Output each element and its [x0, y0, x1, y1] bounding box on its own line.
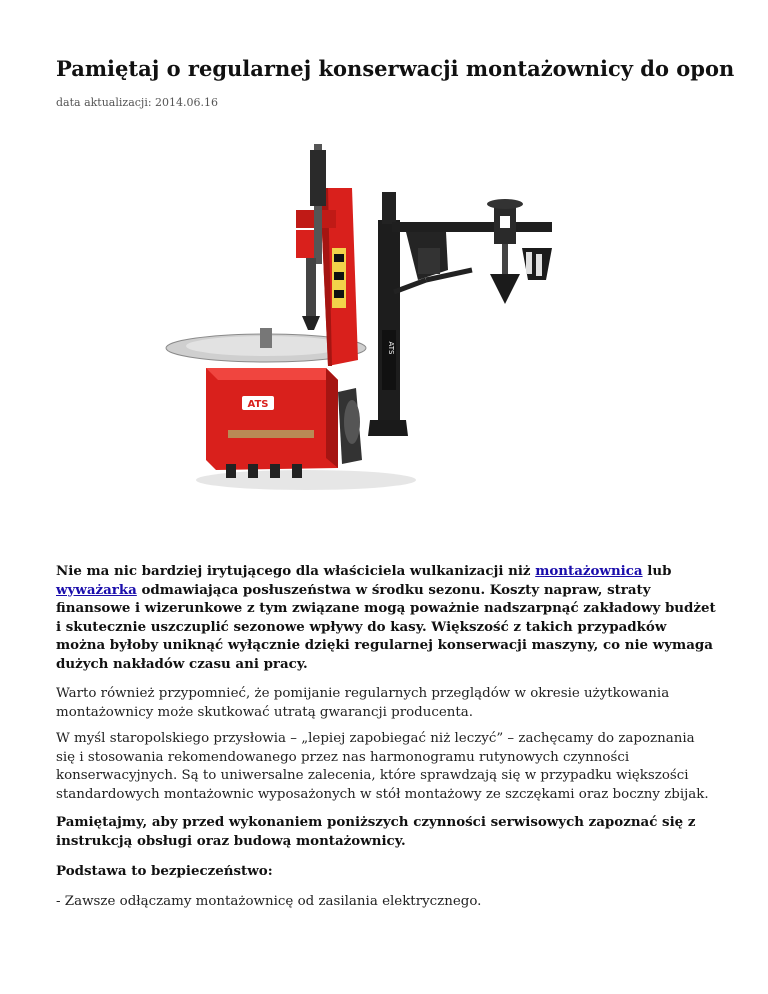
- link-wywazarka[interactable]: wyważarka: [56, 581, 137, 598]
- lead-text-between: lub: [642, 563, 672, 579]
- lead-text-start: Nie ma nic bardziej irytującego dla właściciela wulkanizacji niż: [56, 563, 536, 579]
- paragraph-warranty: Warto również przypomnieć, że pomijanie regularnych przeglądów w okresie użytkowania montażownicy może skutkować utratą gwarancji producenta.: [56, 686, 670, 720]
- tire-changer-illustration: [156, 130, 596, 510]
- paragraph-instructions: Pamiętajmy, aby przed wykonaniem poniższych czynności serwisowych zapoznać się z instrukcją obsługi oraz budową montażownicy.: [56, 814, 696, 849]
- tire-changer-image: [156, 130, 596, 510]
- link-montazownica[interactable]: montażownica: [535, 563, 643, 579]
- brand-logo: ATS: [247, 399, 269, 410]
- update-date: data aktualizacji: 2014.06.16: [56, 96, 219, 109]
- paragraph-disconnect: - Zawsze odłączamy montażownicę od zasilania elektrycznego.: [56, 894, 482, 909]
- paragraph-schedule: W myśl staropolskiego przysłowia – „lepiej zapobiegać niż leczyć” – zachęcamy do zapoznania się i stosowania rekomendowanego przez nas harmonogramu rutynowych czynności konserwacyjnych. Są to uniwersalne zalecenia, które sprawdzają się w przypadku większości standardowych montażownic wyposażonych w stół montażowy ze szczękami oraz boczny zbijak.: [56, 731, 709, 802]
- paragraph-safety-heading: Podstawa to bezpieczeństwo:: [56, 863, 273, 879]
- svg-text:ATS: ATS: [387, 341, 395, 355]
- page-title: Pamiętaj o regularnej konserwacji montażownicy do opon: [56, 56, 735, 81]
- lead-text-end: odmawiająca posłuszeństwa w środku sezonu. Koszty napraw, straty finansowe i wizerunkowe z tym związane mogą poważnie nadszarpnąć zakładowy budżet i skutecznie uszczuplić sezonowe wpływy do kasy. Większość z takich przypadków można byłoby uniknąć wyłącznie dzięki regularnej konserwacji maszyny, co nie wymaga dużych nakładów czasu ani pracy.: [56, 581, 716, 672]
- label-strip: [228, 430, 314, 438]
- lead-paragraph: [56, 562, 716, 673]
